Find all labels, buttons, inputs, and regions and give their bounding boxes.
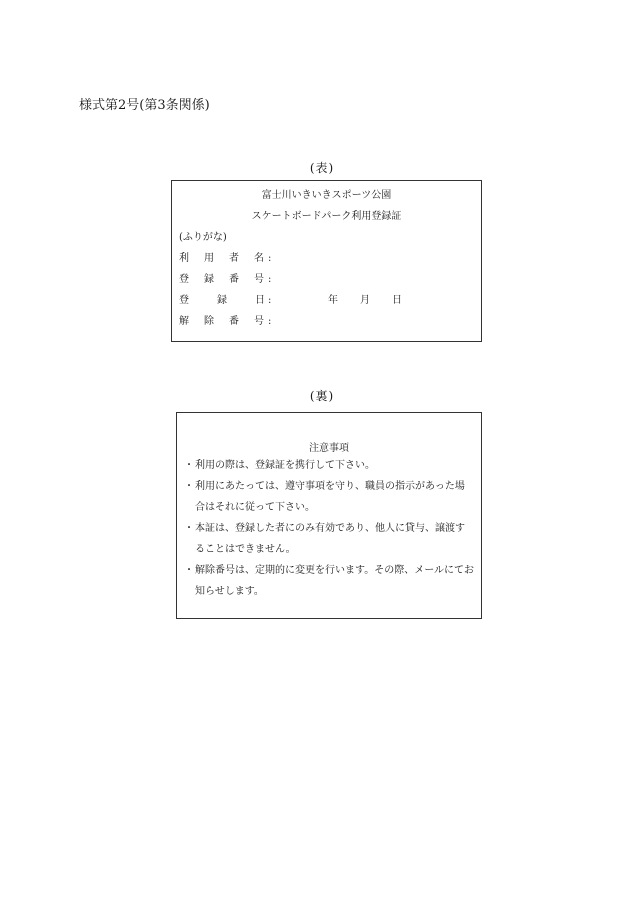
user-name-label: 利 用 者 名 <box>179 253 264 264</box>
registration-number-field: 登 録 番 号 : <box>179 270 280 285</box>
furigana-label: (ふりがな) <box>179 232 227 243</box>
back-side-label: (裏) <box>309 389 335 403</box>
note-item <box>184 560 474 602</box>
cancellation-number-field: 解 除 番 号 : <box>179 312 280 327</box>
notes-title: 注意事項 <box>309 443 349 454</box>
note-item <box>184 518 474 560</box>
registration-date-field: 登 録 日 : 年 月 日 <box>179 291 402 306</box>
note-text: 利用にあたっては、遵守事項を守り、職員の指示があった場合はそれに従って下さい。 <box>195 481 465 513</box>
card-title: スケートボードパーク利用登録証 <box>251 211 402 222</box>
bullet-mark: ・ <box>184 460 194 471</box>
registration-date-label: 登 録 日 <box>179 295 265 306</box>
month-label: 月 <box>360 295 370 306</box>
cancellation-number-label: 解 除 番 号 <box>179 316 264 327</box>
bullet-mark: ・ <box>184 481 194 492</box>
registration-card-back <box>176 412 482 619</box>
note-text: 解除番号は、定期的に変更を行います。その際、メールにてお知らせします。 <box>195 565 474 597</box>
bullet-mark: ・ <box>184 523 194 534</box>
user-name-field: 利 用 者 名 : <box>179 249 280 264</box>
note-text: 本証は、登録した者にのみ有効であり、他人に貸与、譲渡することはできません。 <box>195 523 465 555</box>
registration-card-front <box>171 180 482 342</box>
note-item <box>184 476 474 518</box>
registration-number-label: 登 録 番 号 <box>179 274 264 285</box>
bullet-mark: ・ <box>184 565 194 576</box>
note-text: 利用の際は、登録証を携行して下さい。 <box>195 460 375 471</box>
year-label: 年 <box>328 295 338 306</box>
day-label: 日 <box>392 295 402 306</box>
front-side-label: (表) <box>309 161 335 175</box>
form-number: 様式第2号(第3条関係) <box>79 98 210 113</box>
note-item <box>184 455 474 476</box>
park-name: 富士川いきいきスポーツ公園 <box>261 190 392 201</box>
